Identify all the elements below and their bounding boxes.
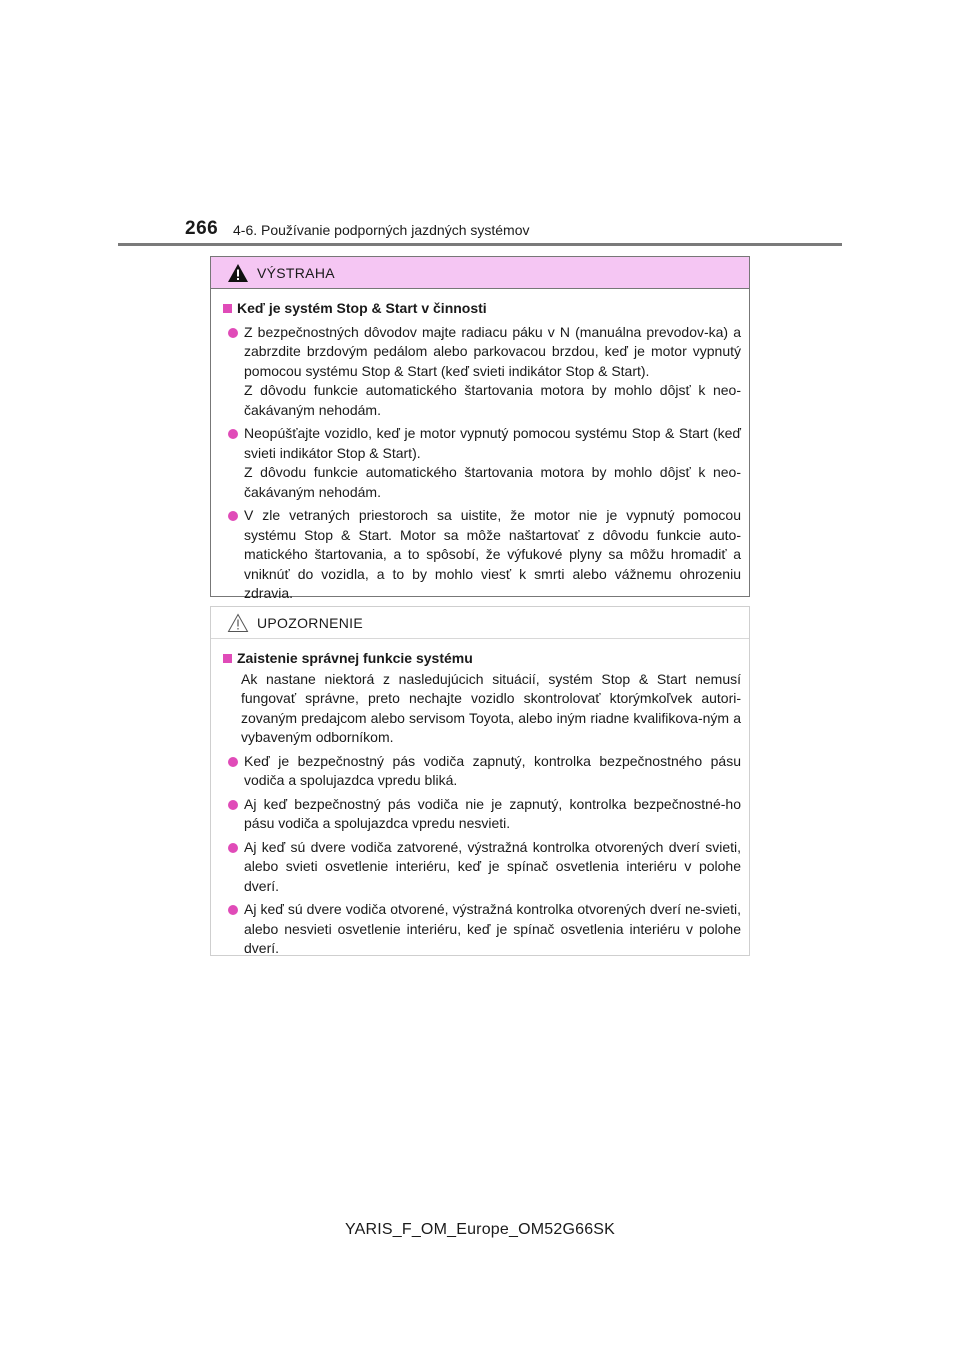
bullet-dot-icon: [228, 905, 238, 915]
bullet-dot-icon: [228, 843, 238, 853]
square-bullet-icon: [223, 654, 232, 663]
list-item-text: Aj keď sú dvere vodiča otvorené, výstražná kontrolka otvorených dverí ne-svieti, alebo nesvieti osvetlenie interiéru, keď je spínač osvetlenia interiéru v polohe dverí.: [244, 901, 741, 956]
bullet-dot-icon: [228, 328, 238, 338]
section-title: 4-6. Používanie podporných jazdných systémov: [233, 222, 530, 238]
header-rule: [118, 243, 842, 246]
list-item: [223, 752, 741, 791]
list-item-text: Z dôvodu funkcie automatického štartovania motora by mohlo dôjsť k neo-čakávaným nehodám.: [244, 382, 741, 418]
caution-box: [210, 606, 750, 956]
caution-topic: [223, 649, 741, 669]
list-item-text: Z dôvodu funkcie automatického štartovania motora by mohlo dôjsť k neo-čakávaným nehodám.: [244, 464, 741, 500]
page-number: 266: [185, 218, 219, 239]
warning-header: [211, 257, 749, 289]
list-item: [223, 424, 741, 502]
warning-box: [210, 256, 750, 601]
caution-intro: Ak nastane niektorá z nasledujúcich situácií, systém Stop & Start nemusí fungovať správne, preto nechajte vozidlo skontrolovať ktorýmkoľvek autori-zovaným predajcom alebo servisom Toyota, alebo iným riadne kvalifikova-ným a vybaveným odborníkom.: [241, 670, 741, 745]
list-item: [223, 900, 741, 959]
list-item: [223, 838, 741, 897]
bullet-dot-icon: [228, 757, 238, 767]
caution-header: [211, 607, 749, 639]
bullet-dot-icon: [228, 511, 238, 521]
list-item: [223, 506, 741, 604]
bullet-dot-icon: [228, 429, 238, 439]
list-item-text: Neopúšťajte vozidlo, keď je motor vypnutý pomocou systému Stop & Start (keď svieti indikátor Stop & Start).: [244, 425, 741, 461]
caution-title: UPOZORNENIE: [257, 614, 363, 631]
caution-body: [211, 639, 749, 959]
list-item-text: Aj keď sú dvere vodiča zatvorené, výstražná kontrolka otvorených dverí svieti, alebo svieti osvetlenie interiéru, keď je spínač osvetlenia interiéru v polohe dverí.: [244, 838, 741, 894]
list-item-text: V zle vetraných priestoroch sa uistite, že motor nie je vypnutý pomocou systému Stop & Start. Motor sa môže naštartovať z dôvodu funkcie auto-matického štartovania, a to spôsobí, že výfukové plyny sa môžu hromadiť a vniknúť do vozidla, a to by mohlo viesť k smrti alebo vážnemu ohrozeniu zdravia.: [244, 507, 741, 601]
warning-topic-text: Keď je systém Stop & Start v činnosti: [237, 300, 487, 316]
list-item-text: Z bezpečnostných dôvodov majte radiacu páku v N (manuálna prevodov-ka) a zabrzdite brzdovým pedálom alebo parkovacou brzdou, keď je motor vypnutý pomocou systému Stop & Start (keď svieti indikátor Stop & Start).: [244, 323, 741, 379]
warning-topic: [223, 299, 741, 319]
document-footer: YARIS_F_OM_Europe_OM52G66SK: [344, 1221, 616, 1238]
caution-topic-text: Zaistenie správnej funkcie systému: [237, 650, 473, 666]
square-bullet-icon: [223, 304, 232, 313]
list-item: [223, 323, 741, 421]
bullet-dot-icon: [228, 800, 238, 810]
list-item-text: Keď je bezpečnostný pás vodiča zapnutý, kontrolka bezpečnostného pásu vodiča a spolujazdca vpredu bliká.: [244, 752, 741, 788]
list-item-text: Aj keď bezpečnostný pás vodiča nie je zapnutý, kontrolka bezpečnostné-ho pásu vodiča a spolujazdca vpredu nesvieti.: [244, 795, 741, 831]
caution-triangle-icon: [227, 613, 249, 633]
warning-title: VÝSTRAHA: [257, 264, 335, 281]
warning-body: [211, 289, 749, 604]
list-item: [223, 795, 741, 834]
warning-triangle-icon: [227, 263, 249, 283]
